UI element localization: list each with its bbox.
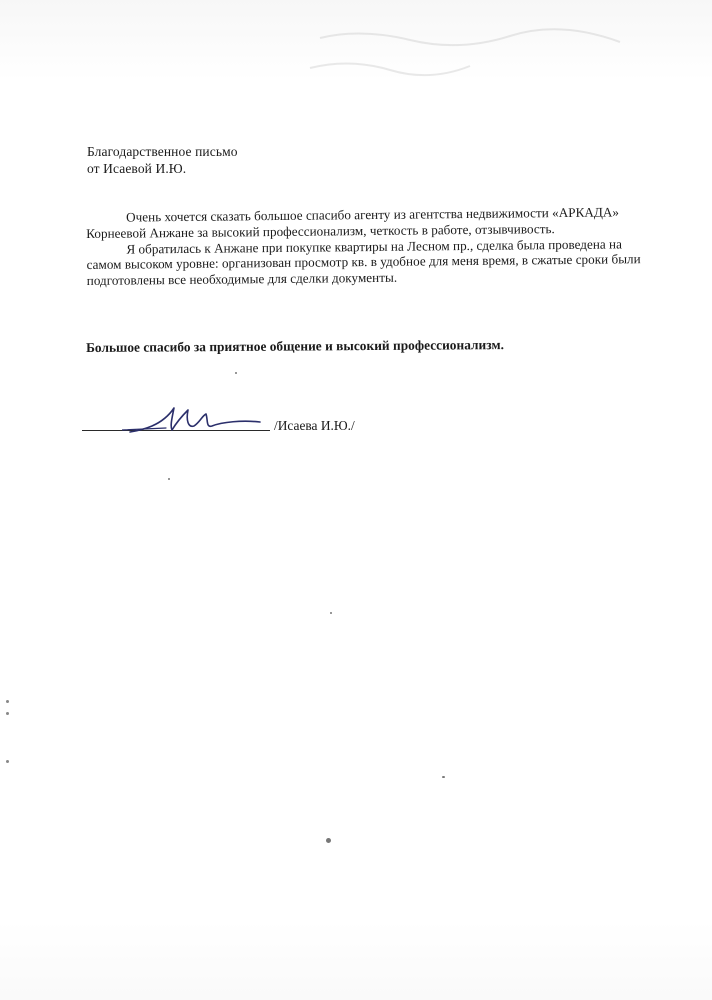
scan-speck [442, 776, 445, 778]
signature-block [82, 400, 382, 440]
title-line-1: Благодарственное письмо [87, 144, 238, 159]
scan-speck [330, 612, 332, 614]
letter-body [86, 204, 647, 289]
scan-edge-mark [6, 760, 9, 763]
closing-line: Большое спасибо за приятное общение и высокий профессионализм. [86, 337, 504, 355]
paragraph-2: Я обратилась к Анжане при покупке квартиры на Лесном пр., сделка была проведена на самом высоком уровне: организован просмотр кв. в удобное для меня время, в сжатые сроки были подготовлены все необходимые для сделки документы. [86, 235, 641, 289]
paragraph-1: Очень хочется сказать большое спасибо агенту из агентства недвижимости «АРКАДА» Корнеевой Анжане за высокий профессионализм, четкость в работе, отзывчивость. [86, 204, 620, 241]
bleed-through-marks [300, 18, 640, 88]
handwritten-signature [122, 400, 262, 436]
scan-edge-mark [6, 712, 9, 715]
scan-edge-mark [6, 700, 9, 703]
scan-speck [235, 372, 237, 374]
signature-name: /Исаева И.Ю./ [274, 418, 355, 433]
scan-speck [326, 838, 331, 843]
title-line-2: от Исаевой И.Ю. [87, 161, 187, 176]
scan-speck [168, 478, 170, 480]
letter-title [87, 143, 238, 177]
